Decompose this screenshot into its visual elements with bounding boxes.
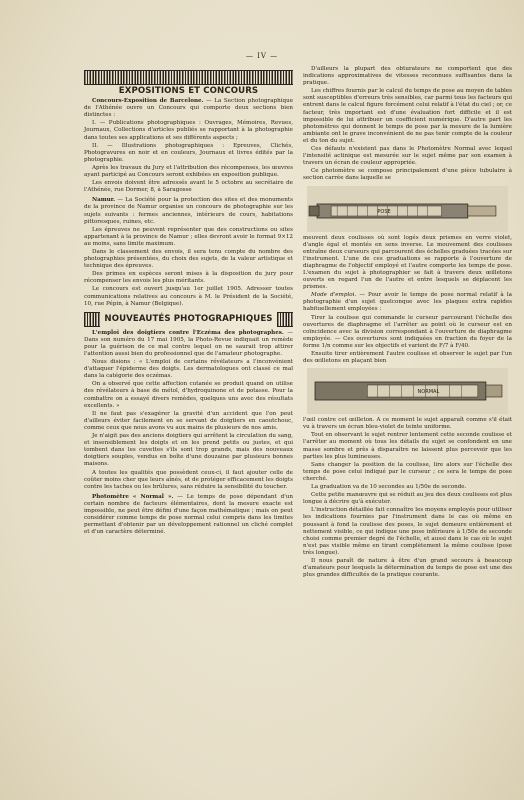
paragraph: La graduation va de 10 secondes au 1/50e de seconde.: [311, 484, 467, 491]
paragraph: Tirer la coulisse qui commande le curseur parcourant l'échelle des ouvertures de diaphragme et l'arrêter au point où le curseur est en coïncidence avec la division correspondant à l'ouverture de diaphragme employée. — Ces ouvertures sont indiquées en fraction du foyer de la forme 1/n comme sur les objectifs et varient de F/7 à F/40.: [303, 314, 512, 349]
paragraph: [84, 98, 293, 119]
section-title-nouveautes: NOUVEAUTÉS PHOTOGRAPHIQUES: [104, 313, 273, 324]
paragraph: l'œil contre cet œilleton. A ce moment le sujet apparaît comme s'il était vu à travers un écran bleu-violet de teinte uniforme.: [303, 417, 512, 431]
section-title-expositions: EXPOSITIONS ET CONCOURS: [118, 86, 259, 96]
article-heading-doigtiers: L'emploi des doigtiers contre l'Eczéma des photographes.: [92, 329, 284, 336]
photometer-illustration-1: [307, 186, 508, 232]
paragraph: I. — Publications photographiques : Ouvrages, Mémoires, Revues, Journaux, Collections d'articles publiés se rapportant à la photographie dans toutes ses applications et ses différents aspects ;: [84, 120, 293, 141]
text: — Le temps de pose dépendant d'un certain nombre de facteurs élémentaires, dont la mesure exacte est impossible, ne peut être défini d'une façon mathématique ; mais on peut considérer comme temps de pose normal celui compris dans les limites permettant d'obtenir par un développement rationnel un cliché complet et d'un caractère déterminé.: [84, 493, 293, 536]
paragraph: On a observé que cette affection cutanée se produit quand on utilise des révélateurs à base de métol, d'hydroquinone et de potasse. Pour la combattre on a essayé divers remèdes, quelques uns avec des résultats excellents. »: [84, 381, 293, 409]
paragraph: Ensuite tirer entièrement l'autre coulisse et observer le sujet par l'un des œilletons en plaçant bien: [303, 351, 512, 365]
fig2-label: NORMAL: [417, 389, 440, 396]
article-heading-barcelona: Concours-Exposition de Barcelone.: [92, 98, 204, 105]
fig1-label: POSE: [377, 208, 391, 215]
paragraph: Il ne faut pas s'exagérer la gravité d'un accident que l'on peut d'ailleurs éviter facilement en se servant de doigtiers en caoutchouc, comme ceux que nous avons vu aux mains de plusieurs de nos amis.: [84, 410, 293, 431]
paragraph: L'instruction détaillée fait connaître les moyens employés pour utiliser les indications fournies par l'instrument dans le cas où même en poussant à fond la coulisse des poses, le sujet demeure entièrement et nettement visible, ce qui indique une pose inférieure à 1/50e de seconde choisi comme premier degré de l'échelle, et aussi dans le cas où le sujet n'est pas visible même en tirant complètement la même coulisse (pose très longue).: [303, 507, 512, 556]
photometer-drawing: [307, 368, 508, 414]
text: — La Section photographique de l'Athénée ouvre un Concours qui comporte deux sections bien distinctes :: [84, 98, 293, 119]
paragraph: Dans le classement des envois, il sera tenu compte du nombre des photographies présentées, du choix des sujets, de la valeur artistique et technique des épreuves.: [84, 248, 293, 270]
paragraph: Il nous paraît de nature à être d'un grand secours à beaucoup d'amateurs pour lesquels la détermination du temps de pose est une des plus grandes difficultés de la pratique courante.: [303, 557, 512, 579]
text: — Pour avoir le temps de pose normal relatif à la photographie d'un sujet quelconque avec les plaques extra rapides habituellement employées :: [303, 292, 512, 313]
paragraph: Le concours est ouvert jusqu'au 1er juillet 1905. Adresser toutes communications relatives au concours à M. le Président de la Société, 10, rue Pépin, à Namur (Belgique).: [84, 286, 293, 307]
right-column: [303, 66, 512, 580]
paragraph: D'ailleurs la plupart des obturateurs ne comportent que des indications approximatives de vitesses reconnues suffisantes dans la pratique.: [303, 66, 512, 87]
paragraph: Des primes en espèces seront mises à la disposition du jury pour récompenser les envois les plus méritants.: [84, 271, 293, 285]
paragraph: Les envois doivent être adressés avant le 5 octobre au secrétaire de l'Athénée, rue Dormer, 8, à Saragosse: [84, 180, 293, 194]
section-header-nouveautes: [84, 312, 293, 327]
paragraph: Cette petite manœuvre qui se réduit au jeu des deux coulisses est plus longue à décrire qu'à exécuter.: [303, 492, 512, 506]
paragraph: Je n'aigit pas des anciens doigtiers qui arrêtent la circulation du sang, et insensiblement les doigts et on les prend petits ou justes, et qui tombent dans les cuvettes s'ils sont trop grands, mais des nouveaux doigtiers souples, vendus en boîte d'une douzaine par plusieurs bonnes maisons.: [84, 433, 293, 468]
paragraph: Sans changer la position de la coulisse, lire alors sur l'échelle des temps de pose celui indiqué par le curseur ; ce sera le temps de pose cherché.: [303, 461, 512, 482]
paragraph: A toutes les qualités que possèdent ceux-ci, il faut ajouter celle de coûter moins cher que leurs aînés, et de protéger efficacement les doigts contre les taches ou les brûlures, sans réduire la sensibilité du toucher.: [84, 469, 293, 490]
left-column: [84, 66, 293, 537]
paragraph: Tout en observant le sujet rentrer lentement cette seconde coulisse et l'arrêter au moment où tous les détails du sujet se confondent en une masse sombre et près à disparaître ne laissent plus percevoir que les parties les plus lumineuses.: [303, 432, 512, 460]
page-number: — IV —: [245, 52, 279, 60]
text: — La Société pour la protection des sites et des monuments de la province de Namur organise un concours de photographie sur les sujets suivants : fermes anciennes, intérieurs de cours, habitations pittoresques, ruines, etc.: [84, 197, 294, 225]
paragraph: Les chiffres fournis par le calcul du temps de pose au moyen de tables sont susceptibles d'erreurs très sensibles, car parmi tous les facteurs qui entrent dans le calcul figure forcément celui relatif à l'état du ciel ; or, ce facteur, très important est d'une évaluation fort difficile et il est impossible de lui attribuer un coefficient numérique. D'autre part les photomètres qui donnent le temps de pose par la mesure de la lumière ambiante ont le grave inconvénient de ne pas tenir compte de la couleur et du ton du sujet.: [303, 88, 512, 144]
decorative-band: [277, 312, 293, 327]
paragraph: II. — Illustrations photographiques : Epreuves, Clichés, Photogravures en noir et en couleurs, Journaux et livres édités par la photographie.: [84, 142, 293, 163]
paragraph: [303, 292, 512, 313]
decorative-band: [84, 312, 100, 327]
photometer-illustration-2: [307, 368, 508, 414]
article-heading-namur: Namur.: [92, 197, 116, 204]
paragraph: Après les travaux du Jury et l'attribution des récompenses, les œuvres ayant participé au Concours seront exhibées en exposition publique.: [84, 164, 293, 179]
text: — Dans son numéro du 17 mai 1905, la Photo-Revue indiquait un remède pour la guérison de ce mal contre lequel on ne saurait trop attirer l'attention aussi bien du professionnel que de l'amateur photographe.: [84, 329, 294, 357]
decorative-band: [84, 70, 293, 85]
mode-emploi-label: Mode d'emploi.: [311, 292, 357, 299]
paragraph: meuvent deux coulisses où sont logés deux prismes en verre violet, d'angle égal et montés en sens inverse. Le mouvement des coulisses entraîne deux curseurs qui parcourent des échelles graduées tracées sur l'instrument. L'une de ces graduations se rapporte à l'ouverture de diaphragme de l'objectif employé et l'autre comporte les temps de pose. L'examen du sujet à photographier se fait à travers deux œilletons ouverts en regard l'un de l'autre et entre lesquels se déplacent les prismes.: [303, 234, 512, 291]
article-heading-photometre: Photomètre « Normal ».: [92, 493, 174, 500]
paragraph: Nous disions : « L'emploi de certains révélateurs a l'inconvénient d'attaquer l'épiderme des doigts. Les dermatologues ont classé ce mal dans la catégorie des eczémas.: [84, 359, 293, 380]
paragraph: [84, 197, 293, 225]
paragraph: Ce photomètre se compose principalement d'une pièce tubulaire à section carrée dans laquelle se: [303, 168, 512, 182]
photometer-drawing: [307, 186, 508, 232]
paragraph: [84, 494, 293, 537]
paragraph: Ces défauts n'existent pas dans le Photomètre Normal avec lequel l'intensité actinique est mesurée sur le sujet même par son examen à travers un écran de couleur appropriée.: [303, 146, 512, 167]
paragraph: Les épreuves ne peuvent représenter que des constructions ou sites appartenant à la province de Namur ; elles devront avoir le format 9×12 au moins, sans limite maximum.: [84, 226, 293, 247]
paragraph: [84, 330, 293, 358]
